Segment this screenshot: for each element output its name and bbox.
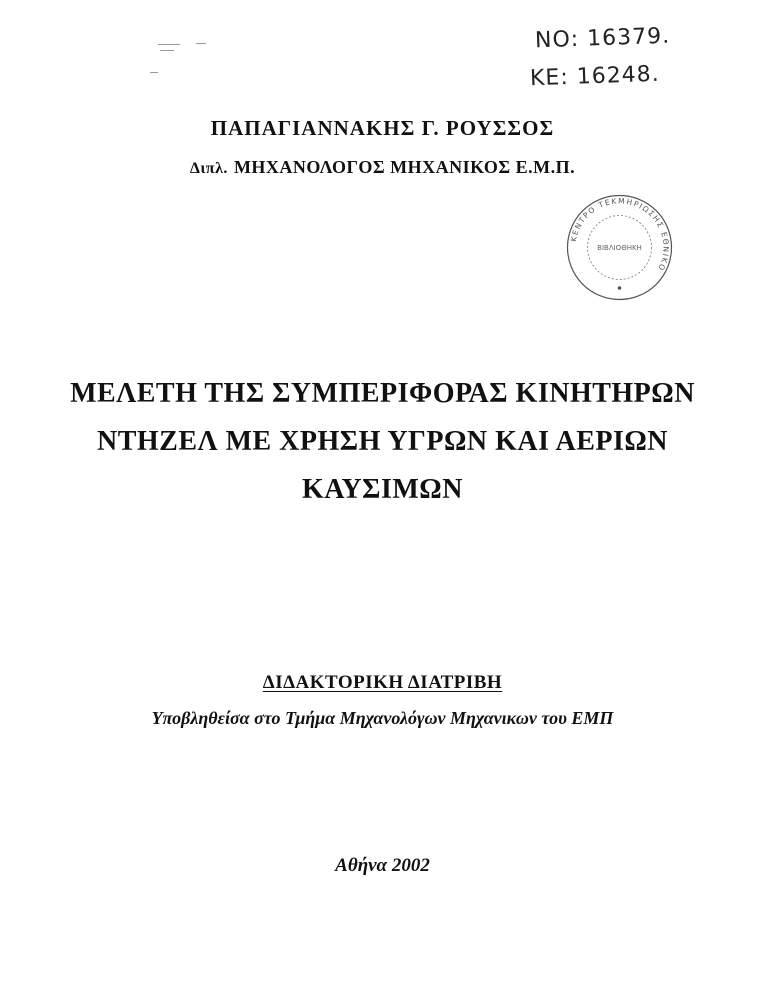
author-title [0, 157, 765, 178]
stamp-seal-icon [562, 190, 677, 305]
handwritten-no-number: ΝΟ: 16379. [534, 23, 671, 54]
author-title-text: ΜΗΧΑΝΟΛΟΓΟΣ ΜΗΧΑΝΙΚΟΣ Ε.Μ.Π. [233, 157, 576, 177]
scan-speck [158, 44, 180, 45]
thesis-title-line: ΝΤΗΖΕΛ ΜΕ ΧΡΗΣΗ ΥΓΡΩΝ ΚΑΙ ΑΕΡΙΩΝ [96, 426, 669, 457]
author-title-abbr: Διπλ. [189, 160, 228, 177]
stamp-center-text: ΒΙΒΛΙΟΘΗΚΗ [597, 244, 642, 252]
thesis-title-line: ΜΕΛΕΤΗ ΤΗΣ ΣΥΜΠΕΡΙΦΟΡΑΣ ΚΙΝΗΤΗΡΩΝ [70, 378, 695, 409]
svg-text:ΚΕΝΤΡΟ ΤΕΚΜΗΡΙΩΣΗΣ ΕΘΝΙΚΟ [569, 196, 671, 273]
library-stamp [562, 190, 677, 305]
document-type: ΔΙΔΑΚΤΟΡΙΚΗ ΔΙΑΤΡΙΒΗ [262, 672, 503, 693]
thesis-title [0, 370, 765, 514]
scan-speck [196, 43, 206, 44]
submission-note: Υποβληθείσα στο Τμήμα Μηχανολόγων Μηχανικων του ΕΜΠ [151, 708, 614, 728]
scan-speck [150, 72, 158, 73]
thesis-title-line: ΚΑΥΣΙΜΩΝ [302, 474, 463, 505]
place-and-date: Αθήνα 2002 [335, 855, 430, 876]
stamp-ring-text: ΚΕΝΤΡΟ ΤΕΚΜΗΡΙΩΣΗΣ ΕΘΝΙΚΟ [568, 196, 671, 273]
handwritten-ke-number: ΚΕ: 16248. [529, 61, 661, 92]
author-name: ΠΑΠΑΓΙΑΝΝΑΚΗΣ Γ. ΡΟΥΣΣΟΣ [210, 116, 555, 140]
scan-speck [160, 50, 174, 51]
